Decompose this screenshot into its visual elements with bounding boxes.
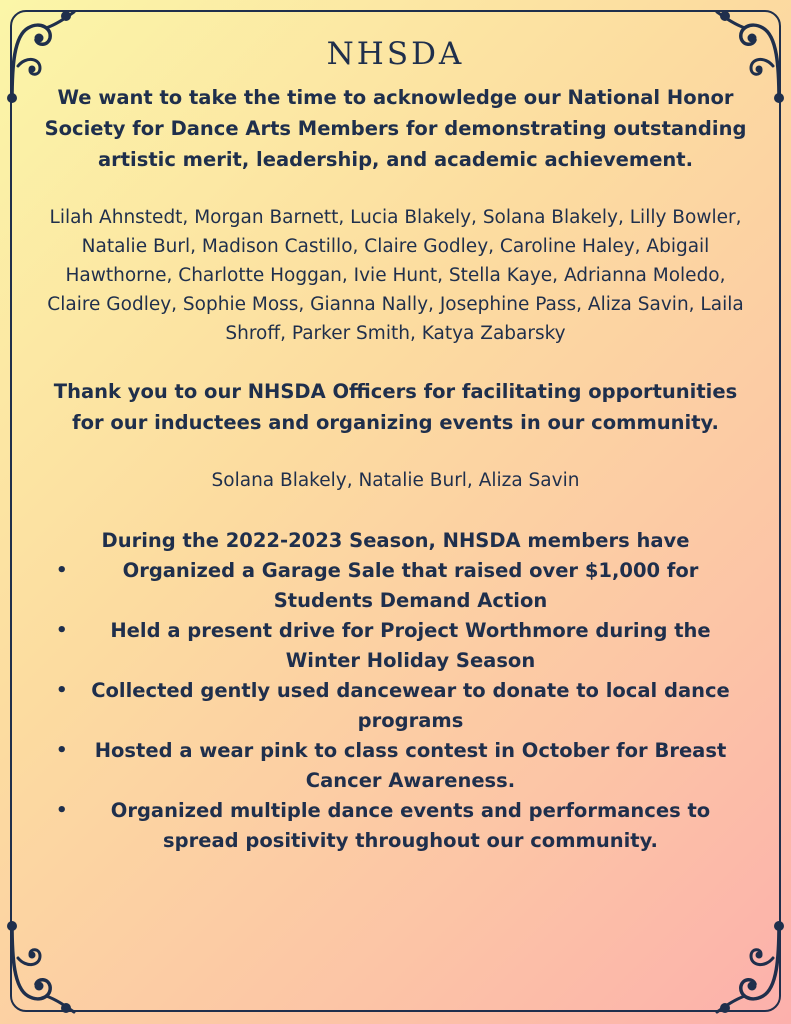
- officer-names: Solana Blakely, Natalie Burl, Aliza Savin: [211, 470, 580, 491]
- season-heading: During the 2022-2023 Season, NHSDA members have: [101, 529, 690, 552]
- accomplishments-list: [40, 556, 751, 856]
- list-item: [40, 796, 751, 856]
- bullet-icon: •: [56, 800, 68, 821]
- member-names: Lilah Ahnstedt, Morgan Barnett, Lucia Blakely, Solana Blakely, Lilly Bowler, Natalie Burl, Madison Castillo, Claire Godley, Caroline Haley, Abigail Hawthorne, Charlotte Hoggan, Ivie Hunt, Stella Kaye, Adrianna Moledo, Claire Godley, Sophie Moss, Gianna Nally, Josephine Pass, Aliza Savin, Laila Shroff, Parker Smith, Katya Zabarsky: [47, 207, 744, 344]
- bullet-icon: •: [56, 560, 68, 581]
- corner-flourish-icon: [6, 918, 76, 1018]
- bullet-icon: •: [56, 620, 68, 641]
- list-item: [40, 556, 751, 616]
- list-item: [40, 736, 751, 796]
- list-item-text: Organized a Garage Sale that raised over $1,000 for Students Demand Action: [122, 559, 699, 612]
- intro-text: We want to take the time to acknowledge our National Honor Society for Dance Arts Members for demonstrating outstanding artistic merit, leadership, and academic achievement.: [44, 86, 747, 171]
- flyer-content: [40, 34, 751, 856]
- list-item-text: Held a present drive for Project Worthmore during the Winter Holiday Season: [110, 619, 711, 672]
- bullet-icon: •: [56, 740, 68, 761]
- list-item-text: Hosted a wear pink to class contest in October for Breast Cancer Awareness.: [94, 739, 727, 792]
- page-title: NHSDA: [326, 36, 465, 72]
- bullet-icon: •: [56, 680, 68, 701]
- thanks-text: Thank you to our NHSDA Officers for facilitating opportunities for our inductees and organizing events in our community.: [53, 380, 738, 434]
- list-item: [40, 616, 751, 676]
- list-item-text: Collected gently used dancewear to donate to local dance programs: [91, 679, 730, 732]
- list-item-text: Organized multiple dance events and performances to spread positivity throughout our community.: [110, 799, 711, 852]
- list-item: [40, 676, 751, 736]
- corner-flourish-icon: [715, 918, 785, 1018]
